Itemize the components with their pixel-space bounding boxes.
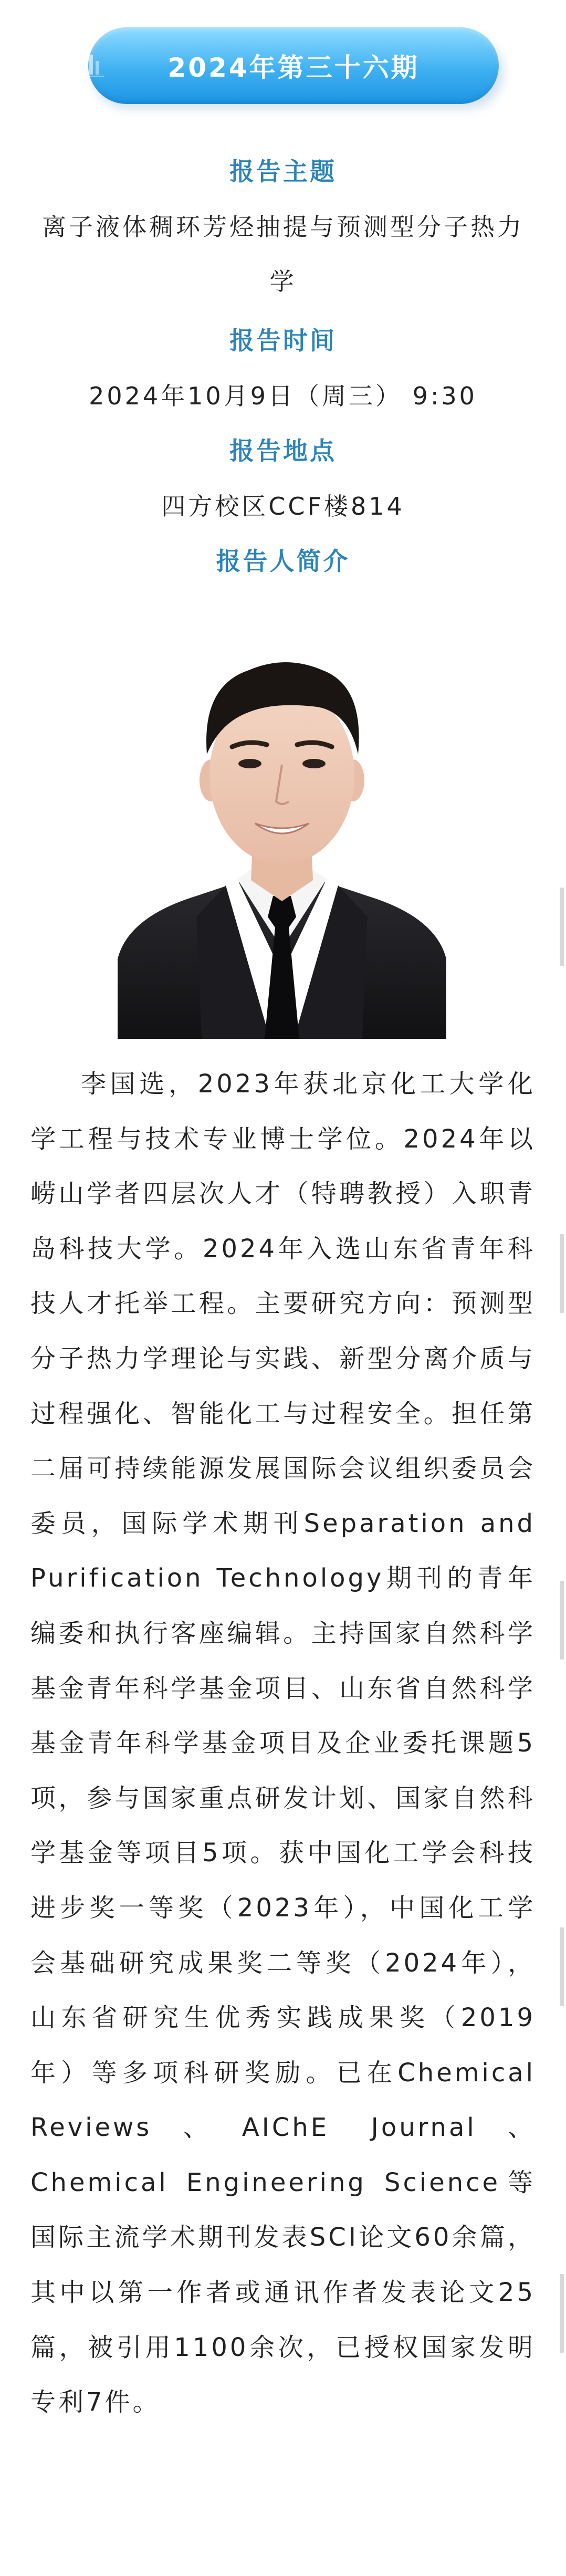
time-value: 2024年10月9日（周三） 9:30	[89, 382, 477, 410]
header-pill	[88, 27, 499, 104]
speaker-portrait	[118, 623, 446, 1039]
time-label: 报告时间	[229, 327, 337, 356]
scroll-marker	[560, 1234, 564, 1313]
portrait-illustration	[118, 623, 446, 1039]
audio-equalizer-icon	[62, 45, 112, 83]
scroll-marker	[560, 888, 564, 966]
topic-value: 离子液体稠环芳烃抽提与预测型分子热力学	[42, 213, 524, 296]
speaker-bio: 李国选，2023年获北京化工大学化学工程与技术专业博士学位。2024年以崂山学者四层次人才（特聘教授）入职青岛科技大学。2024年入选山东省青年科技人才托举工程。主要研究方向：预测型分子热力学理论与实践、新型分离介质与过程强化、智能化工与过程安全。担任第二届可持续能源发展国际会议组织委员会委员，国际学术期刊Separation and Purification Technology期刊的青年编委和执行客座编辑。主持国家自然科学基金青年科学基金项目、山东省自然科学基金青年科学基金项目及企业委托课题5项，参与国家重点研发计划、国家自然科学基金等项目5项。获中国化工学会科技进步奖一等奖（2023年），中国化工学会基础研究成果奖二等奖（2024年），山东省研究生优秀实践成果奖（2019年）等多项科研奖励。已在Chemical Reviews、AIChE Journal、Chemical Engineering Science等国际主流学术期刊发表SCI论文60余篇，其中以第一作者或通讯作者发表论文25篇，被引用1100余次，已授权国家发明专利7件。	[30, 1069, 536, 2417]
scroll-marker	[560, 1927, 564, 2006]
issue-title: 2024年第三十六期	[167, 53, 420, 83]
scroll-marker	[560, 2274, 564, 2353]
location-label: 报告地点	[229, 437, 337, 466]
location-value: 四方校区CCF楼814	[161, 492, 405, 520]
topic-label: 报告主题	[229, 158, 337, 186]
scroll-marker	[560, 1581, 564, 1660]
speaker-label: 报告人简介	[216, 547, 350, 576]
